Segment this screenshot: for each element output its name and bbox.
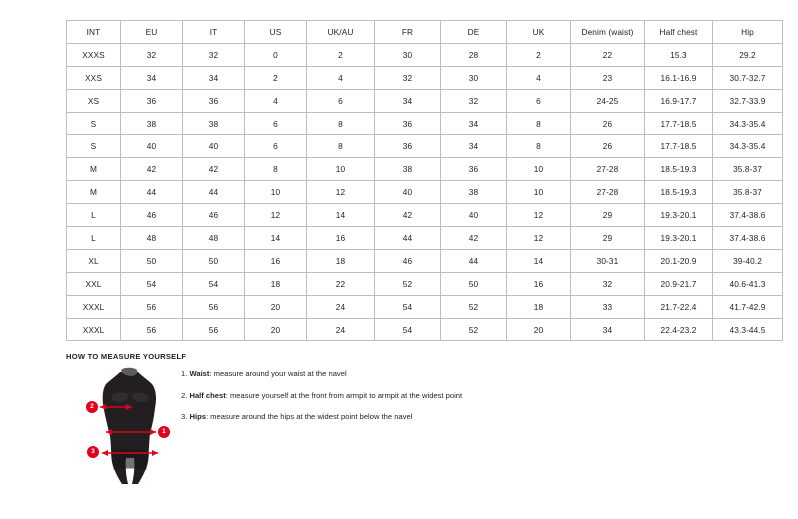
table-row	[67, 112, 783, 135]
cell: 42	[441, 227, 507, 250]
cell: 36	[375, 135, 441, 158]
cell: 52	[441, 318, 507, 341]
cell: 16	[245, 249, 307, 272]
cell: 39-40.2	[713, 249, 783, 272]
cell: 34.3-35.4	[713, 112, 783, 135]
cell: 32	[571, 272, 645, 295]
cell: 46	[375, 249, 441, 272]
cell: 8	[507, 135, 571, 158]
measurement-steps	[181, 369, 601, 434]
measurement-step	[181, 369, 601, 378]
cell: 34	[121, 66, 183, 89]
marker-3: 3	[87, 446, 99, 458]
cell: 44	[121, 181, 183, 204]
column-header: US	[245, 21, 307, 44]
size-chart-table	[66, 20, 783, 341]
cell: 30-31	[571, 249, 645, 272]
table-row	[67, 204, 783, 227]
cell: 8	[307, 112, 375, 135]
column-header: Half chest	[645, 21, 713, 44]
cell: 54	[375, 318, 441, 341]
cell: M	[67, 181, 121, 204]
cell: 22.4-23.2	[645, 318, 713, 341]
cell: 18	[507, 295, 571, 318]
cell: M	[67, 158, 121, 181]
cell: 14	[307, 204, 375, 227]
table-row	[67, 318, 783, 341]
table-row	[67, 43, 783, 66]
cell: 48	[183, 227, 245, 250]
cell: 14	[507, 249, 571, 272]
table-row	[67, 135, 783, 158]
cell: 20	[245, 318, 307, 341]
cell: 32	[183, 43, 245, 66]
cell: 8	[245, 158, 307, 181]
cell: 4	[507, 66, 571, 89]
table-row	[67, 295, 783, 318]
table-row	[67, 272, 783, 295]
cell: 10	[307, 158, 375, 181]
cell: 44	[375, 227, 441, 250]
cell: XXS	[67, 66, 121, 89]
column-header: UK	[507, 21, 571, 44]
cell: 50	[441, 272, 507, 295]
cell: 37.4-38.6	[713, 227, 783, 250]
cell: 2	[245, 66, 307, 89]
cell: 44	[183, 181, 245, 204]
cell: 34	[441, 112, 507, 135]
cell: 12	[307, 181, 375, 204]
cell: L	[67, 227, 121, 250]
cell: S	[67, 112, 121, 135]
cell: 44	[441, 249, 507, 272]
cell: 52	[375, 272, 441, 295]
cell: 15.3	[645, 43, 713, 66]
cell: 22	[571, 43, 645, 66]
cell: 26	[571, 112, 645, 135]
cell: 34	[375, 89, 441, 112]
cell: 8	[307, 135, 375, 158]
cell: 46	[183, 204, 245, 227]
cell: 50	[183, 249, 245, 272]
cell: 12	[507, 227, 571, 250]
cell: 12	[245, 204, 307, 227]
cell: 36	[121, 89, 183, 112]
cell: 50	[121, 249, 183, 272]
cell: 29	[571, 204, 645, 227]
cell: 48	[121, 227, 183, 250]
measurement-step	[181, 412, 601, 421]
cell: 36	[183, 89, 245, 112]
cell: 6	[307, 89, 375, 112]
cell: 10	[507, 158, 571, 181]
cell: 2	[307, 43, 375, 66]
cell: 4	[245, 89, 307, 112]
cell: 28	[441, 43, 507, 66]
cell: 18.5-19.3	[645, 158, 713, 181]
cell: 4	[307, 66, 375, 89]
cell: 40	[441, 204, 507, 227]
column-header: EU	[121, 21, 183, 44]
table-row	[67, 181, 783, 204]
step-term: Waist	[189, 369, 210, 378]
column-header: Hip	[713, 21, 783, 44]
cell: 40	[375, 181, 441, 204]
cell: 29.2	[713, 43, 783, 66]
step-text: : measure around the hips at the widest point below the navel	[205, 412, 413, 422]
cell: 2	[507, 43, 571, 66]
cell: 33	[571, 295, 645, 318]
cell: 42	[183, 158, 245, 181]
cell: 37.4-38.6	[713, 204, 783, 227]
cell: 40.6-41.3	[713, 272, 783, 295]
cell: 22	[307, 272, 375, 295]
cell: 34.3-35.4	[713, 135, 783, 158]
cell: XXXL	[67, 318, 121, 341]
cell: 34	[441, 135, 507, 158]
cell: 52	[441, 295, 507, 318]
cell: 42	[121, 158, 183, 181]
cell: XS	[67, 89, 121, 112]
cell: 32	[441, 89, 507, 112]
cell: 32	[375, 66, 441, 89]
cell: 17.7-18.5	[645, 135, 713, 158]
cell: 56	[183, 295, 245, 318]
cell: 36	[441, 158, 507, 181]
cell: 17.7-18.5	[645, 112, 713, 135]
cell: 35.8-37	[713, 158, 783, 181]
step-number: 1.	[181, 369, 188, 378]
cell: 40	[121, 135, 183, 158]
cell: 20.1-20.9	[645, 249, 713, 272]
cell: 42	[375, 204, 441, 227]
cell: 20	[245, 295, 307, 318]
cell: 34	[571, 318, 645, 341]
cell: 46	[121, 204, 183, 227]
table-row	[67, 89, 783, 112]
cell: 24	[307, 295, 375, 318]
step-number: 2.	[181, 390, 188, 400]
cell: 0	[245, 43, 307, 66]
cell: 16.1-16.9	[645, 66, 713, 89]
cell: 19.3-20.1	[645, 227, 713, 250]
column-header: FR	[375, 21, 441, 44]
cell: 6	[245, 112, 307, 135]
cell: 30	[375, 43, 441, 66]
cell: 30	[441, 66, 507, 89]
cell: 14	[245, 227, 307, 250]
cell: 29	[571, 227, 645, 250]
table-row	[67, 158, 783, 181]
step-text: : measure yourself at the front from armpit to armpit at the widest point	[225, 390, 463, 400]
measurement-step	[181, 391, 601, 400]
cell: 8	[507, 112, 571, 135]
cell: XXXS	[67, 43, 121, 66]
cell: 23	[571, 66, 645, 89]
column-header: DE	[441, 21, 507, 44]
cell: 12	[507, 204, 571, 227]
cell: 10	[245, 181, 307, 204]
cell: 43.3-44.5	[713, 318, 783, 341]
cell: 32	[121, 43, 183, 66]
cell: 36	[375, 112, 441, 135]
cell: XXL	[67, 272, 121, 295]
cell: 24-25	[571, 89, 645, 112]
cell: 20	[507, 318, 571, 341]
cell: 6	[245, 135, 307, 158]
cell: 16.9-17.7	[645, 89, 713, 112]
cell: 40	[183, 135, 245, 158]
cell: 56	[121, 295, 183, 318]
cell: 24	[307, 318, 375, 341]
cell: 54	[183, 272, 245, 295]
cell: 35.8-37	[713, 181, 783, 204]
cell: 16	[507, 272, 571, 295]
how-to-measure-title: HOW TO MEASURE YOURSELF	[66, 352, 187, 361]
cell: S	[67, 135, 121, 158]
cell: XL	[67, 249, 121, 272]
cell: 6	[507, 89, 571, 112]
cell: 16	[307, 227, 375, 250]
cell: L	[67, 204, 121, 227]
cell: 38	[441, 181, 507, 204]
cell: 18	[307, 249, 375, 272]
cell: 30.7-32.7	[713, 66, 783, 89]
cell: 41.7-42.9	[713, 295, 783, 318]
table-header-row	[67, 21, 783, 44]
cell: 18	[245, 272, 307, 295]
table-row	[67, 227, 783, 250]
mannequin-figure	[86, 366, 178, 496]
cell: 18.5-19.3	[645, 181, 713, 204]
step-number: 3.	[181, 412, 188, 422]
cell: 27-28	[571, 158, 645, 181]
cell: 38	[375, 158, 441, 181]
cell: 38	[183, 112, 245, 135]
cell: 34	[183, 66, 245, 89]
cell: 10	[507, 181, 571, 204]
table-row	[67, 66, 783, 89]
column-header: Denim (waist)	[571, 21, 645, 44]
step-term: Half chest	[189, 390, 226, 400]
table-row	[67, 249, 783, 272]
cell: 56	[183, 318, 245, 341]
cell: 56	[121, 318, 183, 341]
marker-1: 1	[158, 426, 170, 438]
cell: 21.7-22.4	[645, 295, 713, 318]
cell: 20.9-21.7	[645, 272, 713, 295]
cell: 54	[375, 295, 441, 318]
cell: 19.3-20.1	[645, 204, 713, 227]
column-header: IT	[183, 21, 245, 44]
cell: 54	[121, 272, 183, 295]
step-term: Hips	[189, 412, 206, 422]
marker-2: 2	[86, 401, 98, 413]
cell: 26	[571, 135, 645, 158]
column-header: INT	[67, 21, 121, 44]
cell: XXXL	[67, 295, 121, 318]
column-header: UK/AU	[307, 21, 375, 44]
cell: 27-28	[571, 181, 645, 204]
step-text: : measure around your waist at the navel	[209, 369, 347, 378]
cell: 32.7-33.9	[713, 89, 783, 112]
cell: 38	[121, 112, 183, 135]
